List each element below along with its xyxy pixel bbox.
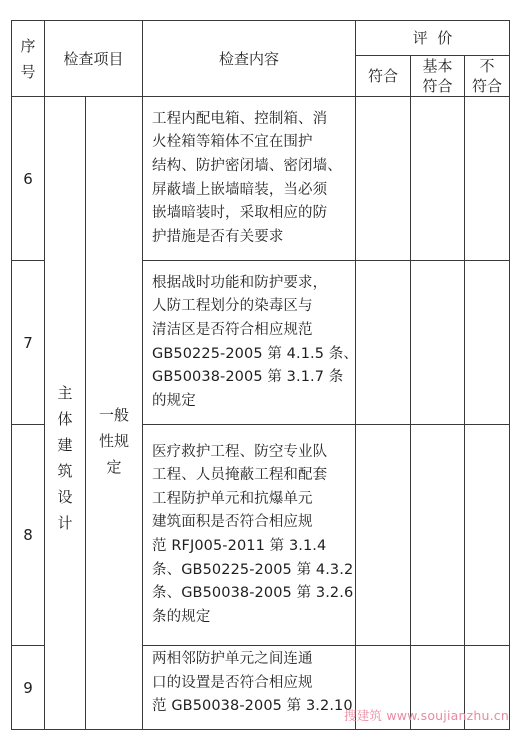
category-main: 主 体 建 筑 设 计 [45,97,86,730]
eval-col-basic-conform: 基本 符合 [411,56,465,97]
inspection-table [11,20,510,730]
item-header: 检查项目 [45,21,143,97]
table-row [12,97,510,261]
row-number: 9 [12,646,45,730]
eval-col-nonconform: 不 符合 [465,56,510,97]
content-header: 检查内容 [143,21,356,97]
watermark-url: www.soujianzhu.cn [386,708,509,723]
watermark-cn: 搜建筑 [344,708,383,723]
eval-header: 评 价 [356,21,510,56]
eval-cell-nonconform[interactable] [465,261,510,425]
check-content: 工程内配电箱、控制箱、消 火栓箱等箱体不宜在围护 结构、防护密闭墙、密闭墙、 屏蔽墙上嵌墙暗装，当必须 嵌墙暗装时，采取相应的防 护措施是否有关要求 [143,97,356,261]
seq-header-char: 号 [20,62,36,81]
category-sub: 一般 性规 定 [86,97,143,730]
eval-cell-conform[interactable] [356,425,411,646]
watermark [344,706,509,724]
row-number: 7 [12,261,45,425]
eval-cell-basic-conform[interactable] [411,97,465,261]
check-content: 根据战时功能和防护要求， 人防工程划分的染毒区与 清洁区是否符合相应规范 GB50225-2005 第 4.1.5 条、 GB50038-2005 第 3.1.7 条 的规定 [143,261,356,425]
eval-cell-nonconform[interactable] [465,425,510,646]
eval-cell-conform[interactable] [356,261,411,425]
eval-cell-nonconform[interactable] [465,97,510,261]
eval-col-conform: 符合 [356,56,411,97]
seq-header [12,21,45,97]
check-content: 医疗救护工程、防空专业队 工程、人员掩蔽工程和配套 工程防护单元和抗爆单元 建筑面积是否符合相应规 范 RFJ005-2011 第 3.1.4 条、GB50225-2005 第 4.3.2 条、GB50038-2005 第 3.2.6 条的规定 [143,425,356,646]
eval-cell-basic-conform[interactable] [411,425,465,646]
seq-header-char: 序 [20,36,36,55]
row-number: 6 [12,97,45,261]
check-content: 两相邻防护单元之间连通 口的设置是否符合相应规 范 GB50038-2005 第 3.2.10 [143,646,356,730]
row-number: 8 [12,425,45,646]
eval-cell-basic-conform[interactable] [411,261,465,425]
eval-cell-conform[interactable] [356,97,411,261]
